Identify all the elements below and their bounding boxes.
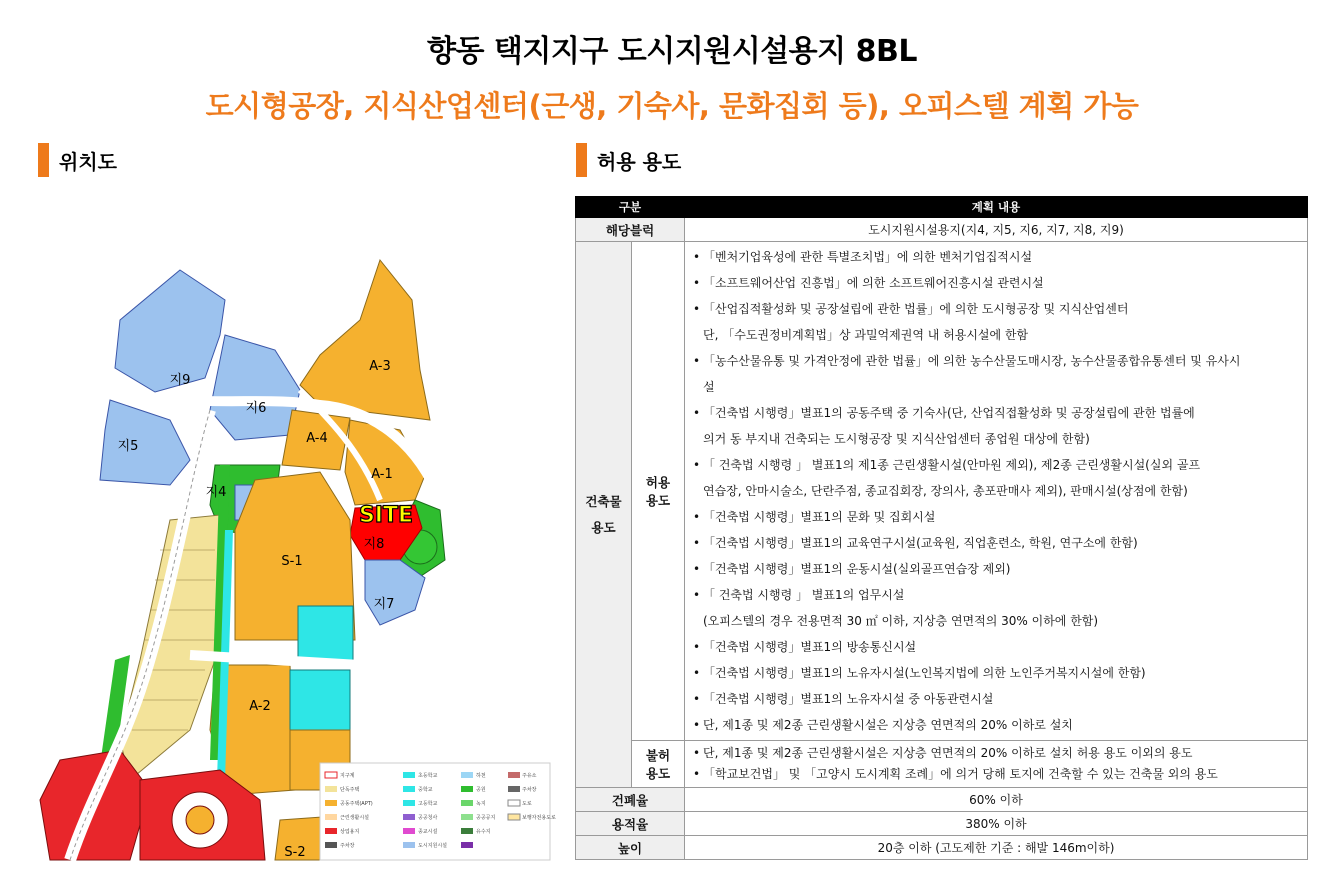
label-a2: A-2 bbox=[249, 699, 271, 714]
label-j7: 지7 bbox=[373, 597, 395, 612]
location-section-header bbox=[38, 143, 117, 177]
prohibited-label-line1: 불허 bbox=[645, 748, 671, 763]
location-map bbox=[20, 260, 556, 860]
legend-item: 지구계 bbox=[340, 773, 355, 779]
allowed-use-line: • 「건축법 시행령」별표1의 교육연구시설(교육원, 직업훈련소, 학원, 연구소에 한함) bbox=[703, 536, 1138, 550]
allowed-use-item bbox=[693, 400, 1299, 452]
building-label-line1: 건축물 bbox=[585, 493, 622, 509]
allowed-use-item bbox=[693, 634, 1299, 660]
allowed-label-line2: 용도 bbox=[645, 493, 671, 508]
allowed-use-line: • 「건축법 시행령」별표1의 노유자시설(노인복지법에 의한 노인주거복지시설에 한함) bbox=[703, 666, 1146, 680]
page-title: 향동 택지지구 도시지원시설용지 8BL bbox=[427, 34, 917, 69]
allowed-uses-cell bbox=[685, 242, 1308, 741]
row-label-allowed bbox=[632, 242, 685, 741]
row-label-block: 해당블럭 bbox=[576, 218, 685, 242]
label-s2: S-2 bbox=[284, 845, 306, 860]
legend-item: 도로 bbox=[522, 801, 532, 807]
allowed-label-line1: 허용 bbox=[645, 475, 671, 490]
section-marker bbox=[38, 143, 49, 177]
allowed-use-line: 연습장, 안마시술소, 단란주점, 종교집회장, 장의사, 총포판매사 제외), 판매시설(상점에 한함) bbox=[703, 484, 1188, 498]
legend-item: 주차장 bbox=[340, 843, 355, 849]
allowed-use-line: 단, 「수도권정비계획법」상 과밀억제권역 내 허용시설에 한함 bbox=[703, 328, 1029, 342]
building-label-line2: 용도 bbox=[591, 519, 616, 535]
legend-item: 근린생활시설 bbox=[340, 815, 369, 821]
legend-item: 도시지원시설 bbox=[418, 843, 447, 849]
usage-table bbox=[575, 196, 1308, 860]
legend-item: 하천 bbox=[476, 773, 486, 779]
allowed-use-item bbox=[693, 582, 1299, 634]
allowed-use-item bbox=[693, 556, 1299, 582]
allowed-use-item bbox=[693, 244, 1299, 270]
allowed-use-line: • 「건축법 시행령」별표1의 방송통신시설 bbox=[703, 640, 917, 654]
row-value-height: 20층 이하 (고도제한 기준 : 해발 146m이하) bbox=[685, 836, 1308, 860]
row-label-height: 높이 bbox=[576, 836, 685, 860]
allowed-use-line: (오피스텔의 경우 전용면적 30 ㎡ 이하, 지상층 연면적의 30% 이하에 한함) bbox=[703, 614, 1099, 628]
label-j8: 지8 bbox=[363, 537, 385, 552]
legend-item: 공원 bbox=[476, 787, 486, 793]
legend-item: 중학교 bbox=[418, 787, 433, 793]
allowed-use-item bbox=[693, 452, 1299, 504]
prohibited-label-line2: 용도 bbox=[645, 766, 671, 781]
prohibited-use-item: • 「학교보건법」 및 「고양시 도시계획 조례」에 의거 당해 토지에 건축할 수 있는 건축물 외의 용도 bbox=[693, 764, 1299, 785]
table-row bbox=[576, 812, 1308, 836]
row-label-building-use bbox=[576, 242, 632, 788]
legend-item: 공공청사 bbox=[418, 815, 438, 821]
col-header-category: 구분 bbox=[576, 197, 685, 218]
legend-item: 종교시설 bbox=[418, 829, 438, 835]
legend-item: 녹지 bbox=[476, 801, 486, 807]
usage-section-title: 허용 용도 bbox=[597, 149, 682, 174]
row-value-block: 도시지원시설용지(지4, 지5, 지6, 지7, 지8, 지9) bbox=[685, 218, 1308, 242]
allowed-use-line: • 「건축법 시행령」별표1의 공동주택 중 기숙사(단, 산업직접활성화 및 공장설립에 관한 법률에 bbox=[703, 406, 1195, 420]
allowed-use-item bbox=[693, 530, 1299, 556]
label-a1: A-1 bbox=[371, 467, 393, 482]
allowed-use-line: • 「건축법 시행령」별표1의 노유자시설 중 아동관련시설 bbox=[703, 692, 994, 706]
table-row bbox=[576, 218, 1308, 242]
map-legend bbox=[320, 763, 556, 860]
prohibited-uses-list bbox=[693, 743, 1299, 785]
legend-item: 상업용지 bbox=[340, 829, 360, 835]
site-label: SITE bbox=[358, 503, 414, 528]
zone-school-2 bbox=[290, 670, 350, 730]
zone-school-1 bbox=[298, 606, 353, 661]
label-j4: 지4 bbox=[205, 485, 227, 500]
label-a4: A-4 bbox=[306, 431, 328, 446]
section-marker bbox=[576, 143, 587, 177]
allowed-use-item bbox=[693, 270, 1299, 296]
allowed-use-line: • 단, 제1종 및 제2종 근린생활시설은 지상층 연면적의 20% 이하로 설치 bbox=[703, 718, 1073, 732]
row-label-prohibited bbox=[632, 741, 685, 788]
allowed-use-line: • 「산업집적활성화 및 공장설립에 관한 법률」에 의한 도시형공장 및 지식산업센터 bbox=[703, 302, 1129, 316]
page-subtitle: 도시형공장, 지식산업센터(근생, 기숙사, 문화집회 등), 오피스텔 계획 가능 bbox=[205, 89, 1139, 123]
legend-item: 유수지 bbox=[476, 829, 491, 835]
usage-section-header bbox=[576, 143, 681, 177]
allowed-use-line: • 「 건축법 시행령 」 별표1의 업무시설 bbox=[703, 588, 905, 602]
row-label-coverage: 건폐율 bbox=[576, 788, 685, 812]
label-j5: 지5 bbox=[117, 439, 139, 454]
allowed-use-line: • 「 건축법 시행령 」 별표1의 제1종 근린생활시설(안마원 제외), 제2종 근린생활시설(실외 골프 bbox=[703, 458, 1201, 472]
allowed-use-line: • 「건축법 시행령」별표1의 문화 및 집회시설 bbox=[703, 510, 936, 524]
allowed-use-item bbox=[693, 686, 1299, 712]
allowed-use-item bbox=[693, 348, 1299, 400]
table-header-row bbox=[576, 197, 1308, 218]
prohibited-use-item: • 단, 제1종 및 제2종 근린생활시설은 지상층 연면적의 20% 이하로 설치 허용 용도 이외의 용도 bbox=[693, 743, 1299, 764]
legend-item: 주차장 bbox=[522, 787, 537, 793]
label-a3: A-3 bbox=[369, 359, 391, 374]
legend-item: 주유소 bbox=[522, 773, 537, 779]
row-label-far: 용적율 bbox=[576, 812, 685, 836]
row-value-coverage: 60% 이하 bbox=[685, 788, 1308, 812]
location-section-title: 위치도 bbox=[59, 149, 117, 174]
allowed-use-item bbox=[693, 504, 1299, 530]
allowed-use-item bbox=[693, 660, 1299, 686]
table-row bbox=[576, 836, 1308, 860]
row-value-far: 380% 이하 bbox=[685, 812, 1308, 836]
col-header-content: 계획 내용 bbox=[685, 197, 1308, 218]
allowed-use-line: • 「소프트웨어산업 진흥법」에 의한 소프트웨어진흥시설 관련시설 bbox=[703, 276, 1044, 290]
table-row bbox=[576, 788, 1308, 812]
label-j9: 지9 bbox=[169, 373, 191, 388]
allowed-use-line: • 「건축법 시행령」별표1의 운동시설(실외골프연습장 제외) bbox=[703, 562, 1011, 576]
allowed-uses-list bbox=[693, 244, 1299, 738]
legend-item: 단독주택 bbox=[340, 787, 360, 793]
allowed-use-line: 설 bbox=[703, 380, 715, 394]
legend-item: 고등학교 bbox=[418, 801, 438, 807]
allowed-use-item bbox=[693, 712, 1299, 738]
allowed-use-item bbox=[693, 296, 1299, 348]
label-s1: S-1 bbox=[281, 554, 303, 569]
legend-item: 보행자전용도로 bbox=[522, 815, 556, 821]
prohibited-uses-cell bbox=[685, 741, 1308, 788]
legend-item: 공동주택(APT) bbox=[340, 801, 373, 807]
allowed-use-line: 의거 동 부지내 건축되는 도시형공장 및 지식산업센터 종업원 대상에 한함) bbox=[703, 432, 1090, 446]
label-j6: 지6 bbox=[245, 401, 267, 416]
legend-item: 초등학교 bbox=[418, 773, 438, 779]
table-row bbox=[576, 741, 1308, 788]
allowed-use-line: • 「벤처기업육성에 관한 특별조치법」에 의한 벤처기업집적시설 bbox=[703, 250, 1033, 264]
legend-item: 공공공지 bbox=[476, 815, 496, 821]
allowed-use-line: • 「농수산물유통 및 가격안정에 관한 법률」에 의한 농수산물도매시장, 농수산물종합유통센터 및 유사시 bbox=[703, 354, 1241, 368]
table-row bbox=[576, 242, 1308, 741]
